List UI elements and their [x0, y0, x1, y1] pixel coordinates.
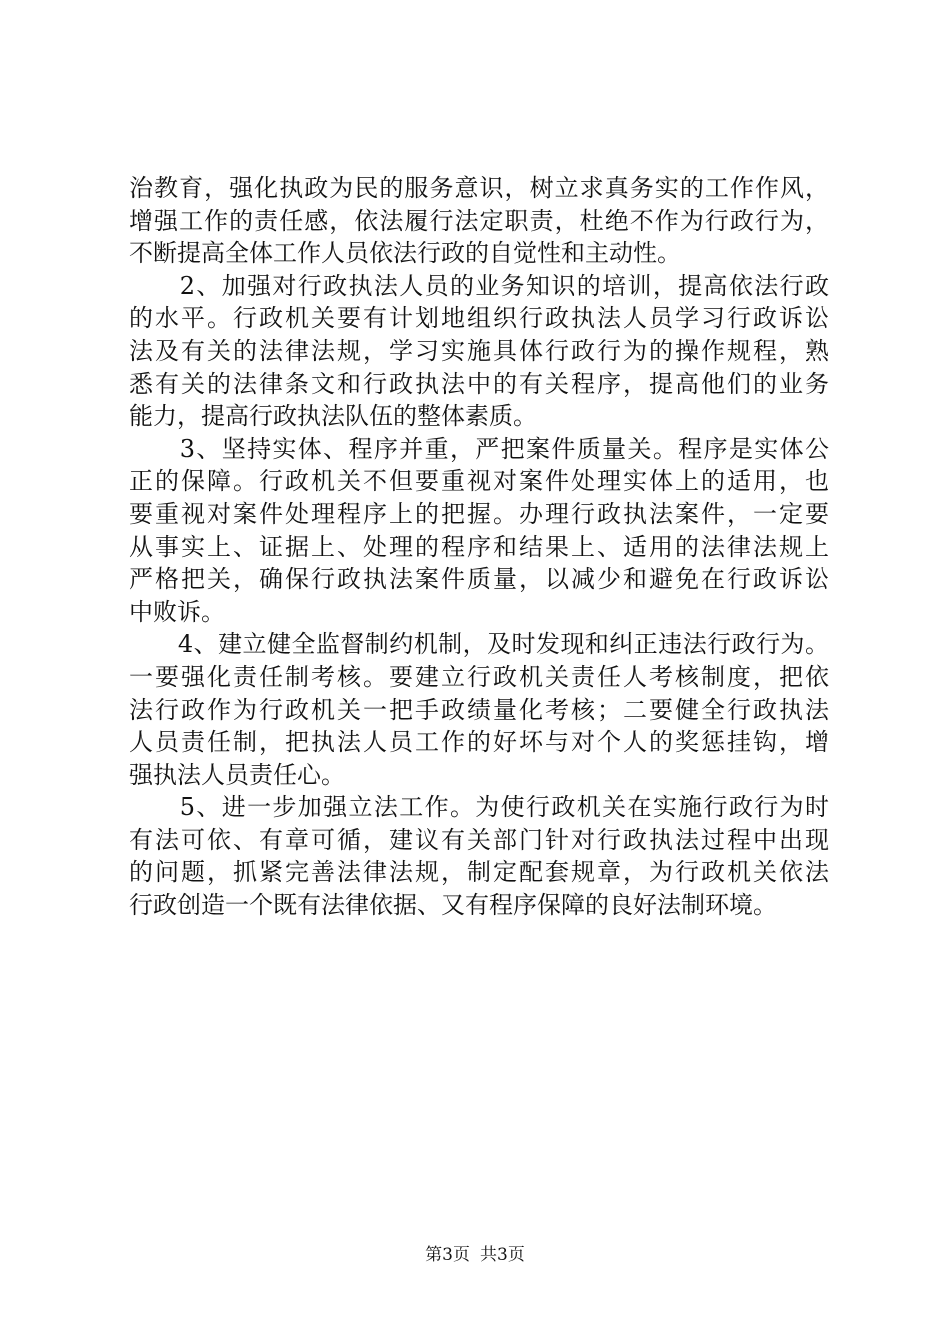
text-line: 从事实上、证据上、处理的程序和结果上、适用的法律法规上	[129, 532, 829, 561]
text-line: 强执法人员责任心。	[129, 760, 345, 789]
text-line: 人员责任制，把执法人员工作的好坏与对个人的奖惩挂钩，增	[129, 728, 829, 757]
text-line: 5、进一步加强立法工作。为使行政机关在实施行政行为时	[129, 793, 829, 822]
text-line: 一要强化责任制考核。要建立行政机关责任人考核制度，把依	[129, 662, 829, 691]
text-line: 中败诉。	[129, 597, 225, 626]
text-line: 悉有关的法律条文和行政执法中的有关程序，提高他们的业务	[129, 369, 829, 398]
text-line: 的水平。行政机关要有计划地组织行政执法人员学习行政诉讼	[129, 304, 829, 333]
text-line: 2、加强对行政执法人员的业务知识的培训，提高依法行政	[129, 271, 829, 300]
text-line: 严格把关，确保行政执法案件质量，以减少和避免在行政诉讼	[129, 565, 829, 594]
text-line: 不断提高全体工作人员依法行政的自觉性和主动性。	[129, 239, 681, 268]
text-line: 3、坚持实体、程序并重，严把案件质量关。程序是实体公	[129, 434, 829, 463]
page-footer	[0, 1244, 950, 1266]
text-line: 正的保障。行政机关不但要重视对案件处理实体上的适用，也	[129, 467, 829, 496]
page-number: 第3页	[425, 1245, 470, 1265]
text-line: 4、建立健全监督制约机制，及时发现和纠正违法行政行为。	[129, 630, 829, 659]
text-line: 法及有关的法律法规，学习实施具体行政行为的操作规程，熟	[129, 336, 829, 365]
text-line: 有法可依、有章可循，建议有关部门针对行政执法过程中出现	[129, 825, 829, 854]
document-body	[129, 172, 829, 922]
text-line: 法行政作为行政机关一把手政绩量化考核；二要健全行政执法	[129, 695, 829, 724]
text-line: 增强工作的责任感，依法履行法定职责，杜绝不作为行政行为，	[129, 206, 829, 235]
text-line: 行政创造一个既有法律依据、又有程序保障的良好法制环境。	[129, 891, 777, 920]
text-line: 要重视对案件处理程序上的把握。办理行政执法案件，一定要	[129, 499, 829, 528]
text-line: 能力，提高行政执法队伍的整体素质。	[129, 402, 537, 431]
text-line: 治教育，强化执政为民的服务意识，树立求真务实的工作作风，	[129, 174, 829, 202]
text-line: 的问题，抓紧完善法律法规，制定配套规章，为行政机关依法	[129, 858, 829, 887]
page-total: 共3页	[480, 1245, 525, 1265]
